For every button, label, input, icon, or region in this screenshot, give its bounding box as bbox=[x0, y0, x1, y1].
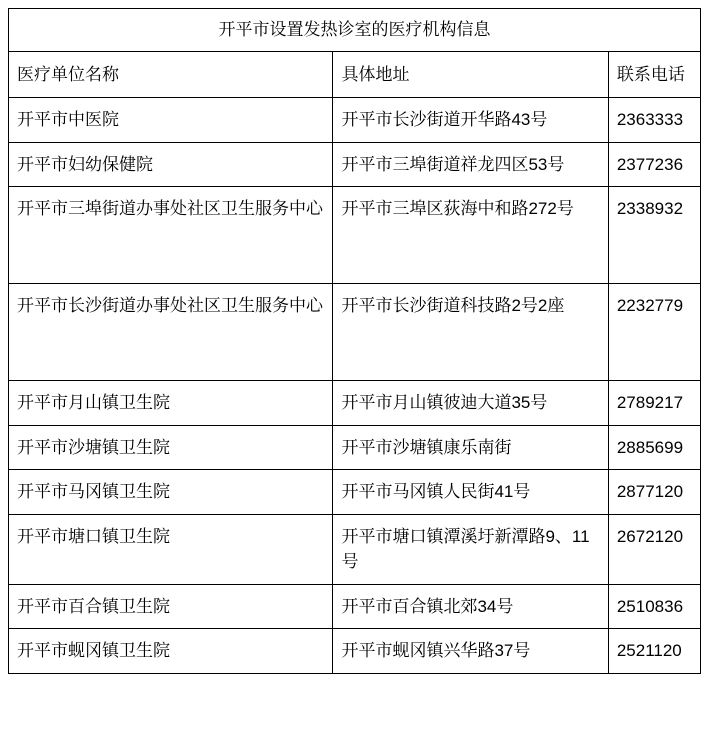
cell-institution-name: 开平市中医院 bbox=[9, 98, 333, 143]
table-row bbox=[9, 284, 701, 381]
table-row bbox=[9, 584, 701, 629]
cell-phone: 2789217 bbox=[608, 381, 700, 426]
table-row bbox=[9, 187, 701, 284]
cell-institution-name: 开平市月山镇卫生院 bbox=[9, 381, 333, 426]
cell-institution-name: 开平市百合镇卫生院 bbox=[9, 584, 333, 629]
cell-phone: 2338932 bbox=[608, 187, 700, 284]
cell-address: 开平市三埠区荻海中和路272号 bbox=[333, 187, 608, 284]
cell-phone: 2510836 bbox=[608, 584, 700, 629]
cell-phone: 2672120 bbox=[608, 514, 700, 584]
table-header-row bbox=[9, 51, 701, 98]
table-row bbox=[9, 98, 701, 143]
cell-address: 开平市马冈镇人民街41号 bbox=[333, 470, 608, 515]
cell-address: 开平市月山镇彼迪大道35号 bbox=[333, 381, 608, 426]
table-title-row bbox=[9, 9, 701, 52]
cell-address: 开平市沙塘镇康乐南街 bbox=[333, 425, 608, 470]
cell-phone: 2377236 bbox=[608, 142, 700, 187]
table-title: 开平市设置发热诊室的医疗机构信息 bbox=[9, 9, 701, 52]
cell-institution-name: 开平市长沙街道办事处社区卫生服务中心 bbox=[9, 284, 333, 381]
medical-institutions-table bbox=[8, 8, 701, 674]
table-row bbox=[9, 470, 701, 515]
cell-phone: 2232779 bbox=[608, 284, 700, 381]
cell-address: 开平市长沙街道开华路43号 bbox=[333, 98, 608, 143]
table-row bbox=[9, 381, 701, 426]
column-header-name: 医疗单位名称 bbox=[9, 51, 333, 98]
cell-address: 开平市塘口镇潭溪圩新潭路9、11号 bbox=[333, 514, 608, 584]
cell-phone: 2521120 bbox=[608, 629, 700, 674]
table-row bbox=[9, 425, 701, 470]
table-row bbox=[9, 142, 701, 187]
column-header-address: 具体地址 bbox=[333, 51, 608, 98]
cell-institution-name: 开平市蚬冈镇卫生院 bbox=[9, 629, 333, 674]
cell-address: 开平市三埠街道祥龙四区53号 bbox=[333, 142, 608, 187]
cell-phone: 2885699 bbox=[608, 425, 700, 470]
column-header-phone: 联系电话 bbox=[608, 51, 700, 98]
cell-address: 开平市蚬冈镇兴华路37号 bbox=[333, 629, 608, 674]
cell-phone: 2877120 bbox=[608, 470, 700, 515]
cell-institution-name: 开平市妇幼保健院 bbox=[9, 142, 333, 187]
cell-institution-name: 开平市塘口镇卫生院 bbox=[9, 514, 333, 584]
cell-institution-name: 开平市沙塘镇卫生院 bbox=[9, 425, 333, 470]
cell-phone: 2363333 bbox=[608, 98, 700, 143]
cell-address: 开平市长沙街道科技路2号2座 bbox=[333, 284, 608, 381]
cell-institution-name: 开平市马冈镇卫生院 bbox=[9, 470, 333, 515]
table-body bbox=[9, 9, 701, 674]
cell-address: 开平市百合镇北郊34号 bbox=[333, 584, 608, 629]
table-row bbox=[9, 629, 701, 674]
table-row bbox=[9, 514, 701, 584]
cell-institution-name: 开平市三埠街道办事处社区卫生服务中心 bbox=[9, 187, 333, 284]
